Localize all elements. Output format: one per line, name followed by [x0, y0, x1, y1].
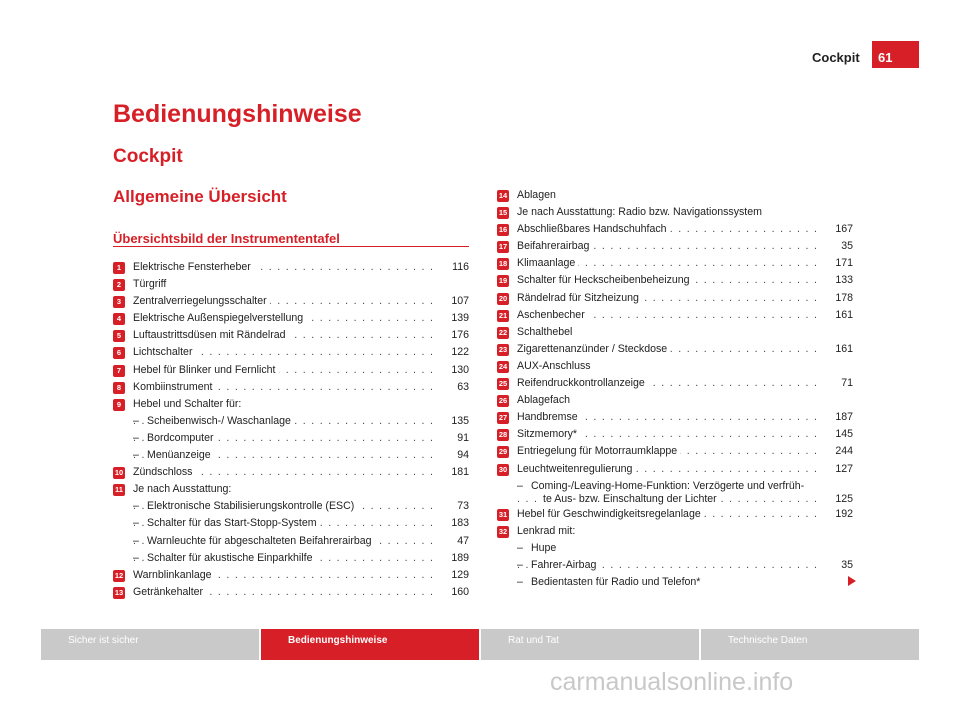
page-reference[interactable]: 125 [819, 491, 853, 508]
legend-number-badge: 13 [114, 587, 124, 597]
page-reference[interactable]: 63 [435, 379, 469, 396]
legend-number-badge: 20 [498, 293, 508, 303]
page-reference[interactable]: 167 [819, 221, 853, 238]
legend-item [113, 567, 469, 584]
legend-text [517, 540, 853, 557]
page-reference[interactable]: 35 [819, 557, 853, 574]
legend-item [113, 584, 469, 601]
legend-number-badge: 25 [498, 379, 508, 389]
dash-bullet: – [517, 479, 523, 492]
page-reference[interactable]: 133 [819, 272, 853, 289]
legend-item [497, 506, 853, 523]
page-reference[interactable]: 145 [819, 426, 853, 443]
legend-label: Beifahrerairbag [517, 240, 592, 252]
legend-number-badge: 12 [114, 570, 124, 580]
dash-bullet: – [517, 541, 523, 554]
heading-rule [113, 246, 469, 247]
legend-number-badge: 4 [113, 313, 125, 325]
page-reference[interactable]: 116 [435, 259, 469, 276]
legend-text [517, 221, 853, 238]
legend-label: Rändelrad für Sitzheizung [517, 292, 642, 304]
legend-item [113, 498, 469, 515]
legend-item [113, 533, 469, 550]
legend-text [133, 344, 469, 361]
legend-number-badge: 19 [498, 276, 508, 286]
next-page-arrow-icon[interactable] [848, 576, 856, 586]
legend-text [517, 375, 853, 392]
footer-tab-rat-und-tat[interactable]: Rat und Tat [481, 629, 699, 660]
page-reference[interactable]: 47 [435, 533, 469, 550]
legend-item [497, 307, 853, 324]
legend-item [497, 272, 853, 289]
legend-text [517, 392, 853, 409]
page-reference[interactable]: 183 [435, 515, 469, 532]
legend-label: Schalter für Heckscheibenbeheizung [517, 274, 693, 286]
legend-label: Klimaanlage [517, 257, 578, 269]
legend-number-badge: 28 [498, 430, 508, 440]
legend-number-badge: 16 [498, 225, 508, 235]
subsection-title: Allgemeine Übersicht [113, 187, 287, 206]
legend-item [497, 238, 853, 255]
page-reference[interactable]: 171 [819, 255, 853, 272]
legend-text [133, 447, 469, 464]
dash-bullet: – [133, 534, 139, 547]
page-reference[interactable]: 192 [819, 506, 853, 523]
legend-item [113, 293, 469, 310]
legend-text [133, 259, 469, 276]
legend-number-badge: 10 [114, 468, 124, 478]
legend-item [497, 392, 853, 409]
legend-number-badge: 18 [498, 259, 508, 269]
page-reference[interactable]: 122 [435, 344, 469, 361]
legend-label: Zündschloss [133, 466, 195, 478]
page-reference[interactable]: 71 [819, 375, 853, 392]
page-reference[interactable]: 35 [819, 238, 853, 255]
legend-list-left [113, 259, 469, 601]
legend-number-badge: 5 [113, 330, 125, 342]
legend-item [113, 362, 469, 379]
legend-text [133, 498, 469, 515]
dash-bullet: – [133, 517, 139, 530]
dash-bullet: – [133, 551, 139, 564]
legend-label: Coming-/Leaving-Home-Funktion: Verzögerte und verfrüh- [531, 480, 807, 492]
legend-item [113, 430, 469, 447]
legend-number-badge: 27 [498, 413, 508, 423]
legend-item [497, 540, 853, 557]
page-reference[interactable]: 189 [435, 550, 469, 567]
legend-label: Hebel für Blinker und Fernlicht [133, 364, 279, 376]
legend-item [497, 221, 853, 238]
legend-number-badge: 32 [498, 526, 508, 536]
legend-item [113, 550, 469, 567]
dash-bullet: – [517, 575, 523, 588]
legend-label: Abschließbares Handschuhfach [517, 223, 670, 235]
legend-label: Schalthebel [517, 326, 575, 338]
legend-item [113, 259, 469, 276]
legend-text [517, 461, 853, 478]
legend-text [133, 464, 469, 481]
legend-number-badge: 1 [113, 262, 125, 274]
legend-item [113, 413, 469, 430]
legend-label: Je nach Ausstattung: Radio bzw. Navigationssystem [517, 206, 765, 218]
page-reference[interactable]: 129 [435, 567, 469, 584]
legend-text [517, 341, 853, 358]
legend-item [113, 327, 469, 344]
legend-item [497, 557, 853, 574]
section-title: Cockpit [113, 146, 183, 167]
legend-item [497, 187, 853, 204]
legend-text [517, 523, 853, 540]
legend-number-badge: 31 [498, 509, 508, 519]
legend-text [133, 567, 469, 584]
legend-text [133, 430, 469, 447]
legend-text [517, 443, 853, 460]
legend-item [113, 379, 469, 396]
page-reference[interactable]: 161 [819, 307, 853, 324]
legend-text [133, 413, 469, 430]
legend-text [133, 396, 469, 413]
page-reference[interactable]: 160 [435, 584, 469, 601]
legend-number-badge: 24 [498, 361, 508, 371]
page-number: 61 [872, 41, 919, 68]
figure-caption-heading: Übersichtsbild der Instrumententafel [113, 231, 340, 246]
dash-bullet: – [133, 449, 139, 462]
legend-label: Elektronische Stabilisierungskontrolle (ESC) [147, 500, 357, 512]
legend-text [133, 276, 469, 293]
legend-label: Luftaustrittsdüsen mit Rändelrad [133, 329, 289, 341]
footer-navigation [41, 629, 919, 660]
legend-item [113, 447, 469, 464]
legend-list-right [497, 187, 853, 591]
legend-item [497, 426, 853, 443]
page-reference[interactable]: 91 [435, 430, 469, 447]
legend-item [497, 204, 853, 221]
legend-number-badge: 11 [113, 484, 125, 496]
legend-label: Fahrer-Airbag [531, 559, 599, 571]
legend-number-badge: 6 [113, 347, 125, 359]
legend-label: Sitzmemory* [517, 428, 580, 440]
legend-text [517, 324, 853, 341]
legend-text [133, 327, 469, 344]
legend-label: Scheibenwisch-/ Waschanlage [147, 415, 294, 427]
legend-item [497, 443, 853, 460]
legend-text [517, 272, 853, 289]
legend-text [133, 379, 469, 396]
page-reference[interactable]: 178 [819, 290, 853, 307]
legend-label: Warnleuchte für abgeschalteten Beifahrerairbag [147, 535, 375, 547]
legend-number-badge: 29 [498, 447, 508, 457]
legend-text [133, 584, 469, 601]
legend-label: Kombiinstrument [133, 381, 215, 393]
legend-number-badge: 21 [498, 310, 508, 320]
legend-number-badge: 7 [113, 365, 125, 377]
legend-number-badge: 30 [498, 464, 508, 474]
legend-number-badge: 23 [498, 344, 508, 354]
legend-label: Schalter für akustische Einparkhilfe [147, 552, 315, 564]
legend-label: Hebel und Schalter für: [133, 398, 244, 410]
legend-item [497, 523, 853, 540]
legend-label: Schalter für das Start-Stopp-System [147, 517, 320, 529]
legend-text [517, 187, 853, 204]
legend-text [517, 574, 853, 591]
legend-text [517, 480, 853, 506]
legend-label: AUX-Anschluss [517, 360, 594, 372]
page-reference[interactable]: 187 [819, 409, 853, 426]
legend-label: Ablagefach [517, 394, 573, 406]
legend-item [113, 515, 469, 532]
legend-label: Reifendruckkontrollanzeige [517, 377, 648, 389]
legend-label: Ablagen [517, 189, 559, 201]
legend-item [497, 290, 853, 307]
legend-text [133, 362, 469, 379]
legend-label: Leuchtweitenregulierung [517, 463, 635, 475]
legend-text [517, 506, 853, 523]
legend-label: Je nach Ausstattung: [133, 483, 234, 495]
legend-label: Lichtschalter [133, 346, 195, 358]
footer-tab-bedienungshinweise[interactable]: Bedienungshinweise [261, 629, 479, 660]
legend-label: Bordcomputer [147, 432, 217, 444]
legend-number-badge: 17 [498, 242, 508, 252]
legend-label: Hupe [531, 542, 559, 554]
legend-label-continued: te Aus- bzw. Einschaltung der Lichter [543, 493, 720, 505]
legend-item [497, 461, 853, 478]
legend-text [133, 550, 469, 567]
legend-label: Elektrische Fensterheber [133, 261, 254, 273]
running-header-title: Cockpit [812, 50, 860, 65]
legend-text [133, 293, 469, 310]
legend-item [497, 478, 853, 506]
legend-number-badge: 3 [113, 296, 125, 308]
legend-item [497, 358, 853, 375]
legend-label: Menüanzeige [147, 449, 214, 461]
legend-label: Handbremse [517, 411, 581, 423]
footer-tab-sicher[interactable]: Sicher ist sicher [41, 629, 259, 660]
legend-number-badge: 9 [113, 399, 125, 411]
legend-item [113, 464, 469, 481]
legend-text [133, 310, 469, 327]
page-reference[interactable]: 135 [435, 413, 469, 430]
legend-item [497, 574, 853, 591]
legend-item [113, 276, 469, 293]
legend-text [517, 358, 853, 375]
page-reference[interactable]: 130 [435, 362, 469, 379]
legend-number-badge: 22 [498, 327, 508, 337]
legend-label: Elektrische Außenspiegelverstellung [133, 312, 306, 324]
legend-number-badge: 26 [498, 396, 508, 406]
legend-item [497, 341, 853, 358]
page-reference[interactable]: 107 [435, 293, 469, 310]
legend-label: Aschenbecher [517, 309, 588, 321]
legend-text [133, 481, 469, 498]
legend-label: Getränkehalter [133, 586, 206, 598]
legend-number-badge: 14 [498, 191, 508, 200]
page-reference[interactable]: 139 [435, 310, 469, 327]
legend-item [497, 375, 853, 392]
legend-item [113, 396, 469, 413]
dash-bullet: – [517, 558, 523, 571]
watermark: carmanualsonline.info [550, 668, 794, 696]
page-reference[interactable]: 176 [435, 327, 469, 344]
chapter-title: Bedienungshinweise [113, 100, 362, 128]
legend-label: Hebel für Geschwindigkeitsregelanlage [517, 508, 704, 520]
legend-label: Warnblinkanlage [133, 569, 215, 581]
page-reference[interactable]: 244 [819, 443, 853, 460]
legend-text [517, 557, 853, 574]
legend-text [517, 238, 853, 255]
legend-text [517, 426, 853, 443]
legend-label: Lenkrad mit: [517, 525, 578, 537]
footer-tab-technische-daten[interactable]: Technische Daten [701, 629, 919, 660]
legend-number-badge: 15 [498, 208, 508, 218]
legend-label: Entriegelung für Motorraumklappe [517, 445, 680, 457]
legend-label: Bedientasten für Radio und Telefon* [531, 576, 703, 588]
legend-item [113, 310, 469, 327]
legend-item [497, 409, 853, 426]
legend-text [517, 307, 853, 324]
page-reference[interactable]: 161 [819, 341, 853, 358]
dash-bullet: – [133, 500, 139, 513]
legend-text [517, 290, 853, 307]
legend-text [517, 409, 853, 426]
legend-text [133, 515, 469, 532]
dash-bullet: – [133, 414, 139, 427]
legend-text [517, 255, 853, 272]
legend-label: Türgriff [133, 278, 169, 290]
legend-item [497, 324, 853, 341]
page-reference[interactable]: 127 [819, 461, 853, 478]
page-reference[interactable]: 73 [435, 498, 469, 515]
page-reference[interactable]: 94 [435, 447, 469, 464]
legend-item [497, 255, 853, 272]
legend-number-badge: 2 [113, 279, 125, 291]
legend-item [113, 481, 469, 498]
legend-item [113, 344, 469, 361]
legend-text [517, 204, 853, 221]
page-reference[interactable]: 181 [435, 464, 469, 481]
dash-bullet: – [133, 431, 139, 444]
legend-number-badge: 8 [113, 382, 125, 394]
legend-label: Zentralverriegelungsschalter [133, 295, 270, 307]
legend-text [133, 533, 469, 550]
legend-label: Zigarettenanzünder / Steckdose [517, 343, 670, 355]
